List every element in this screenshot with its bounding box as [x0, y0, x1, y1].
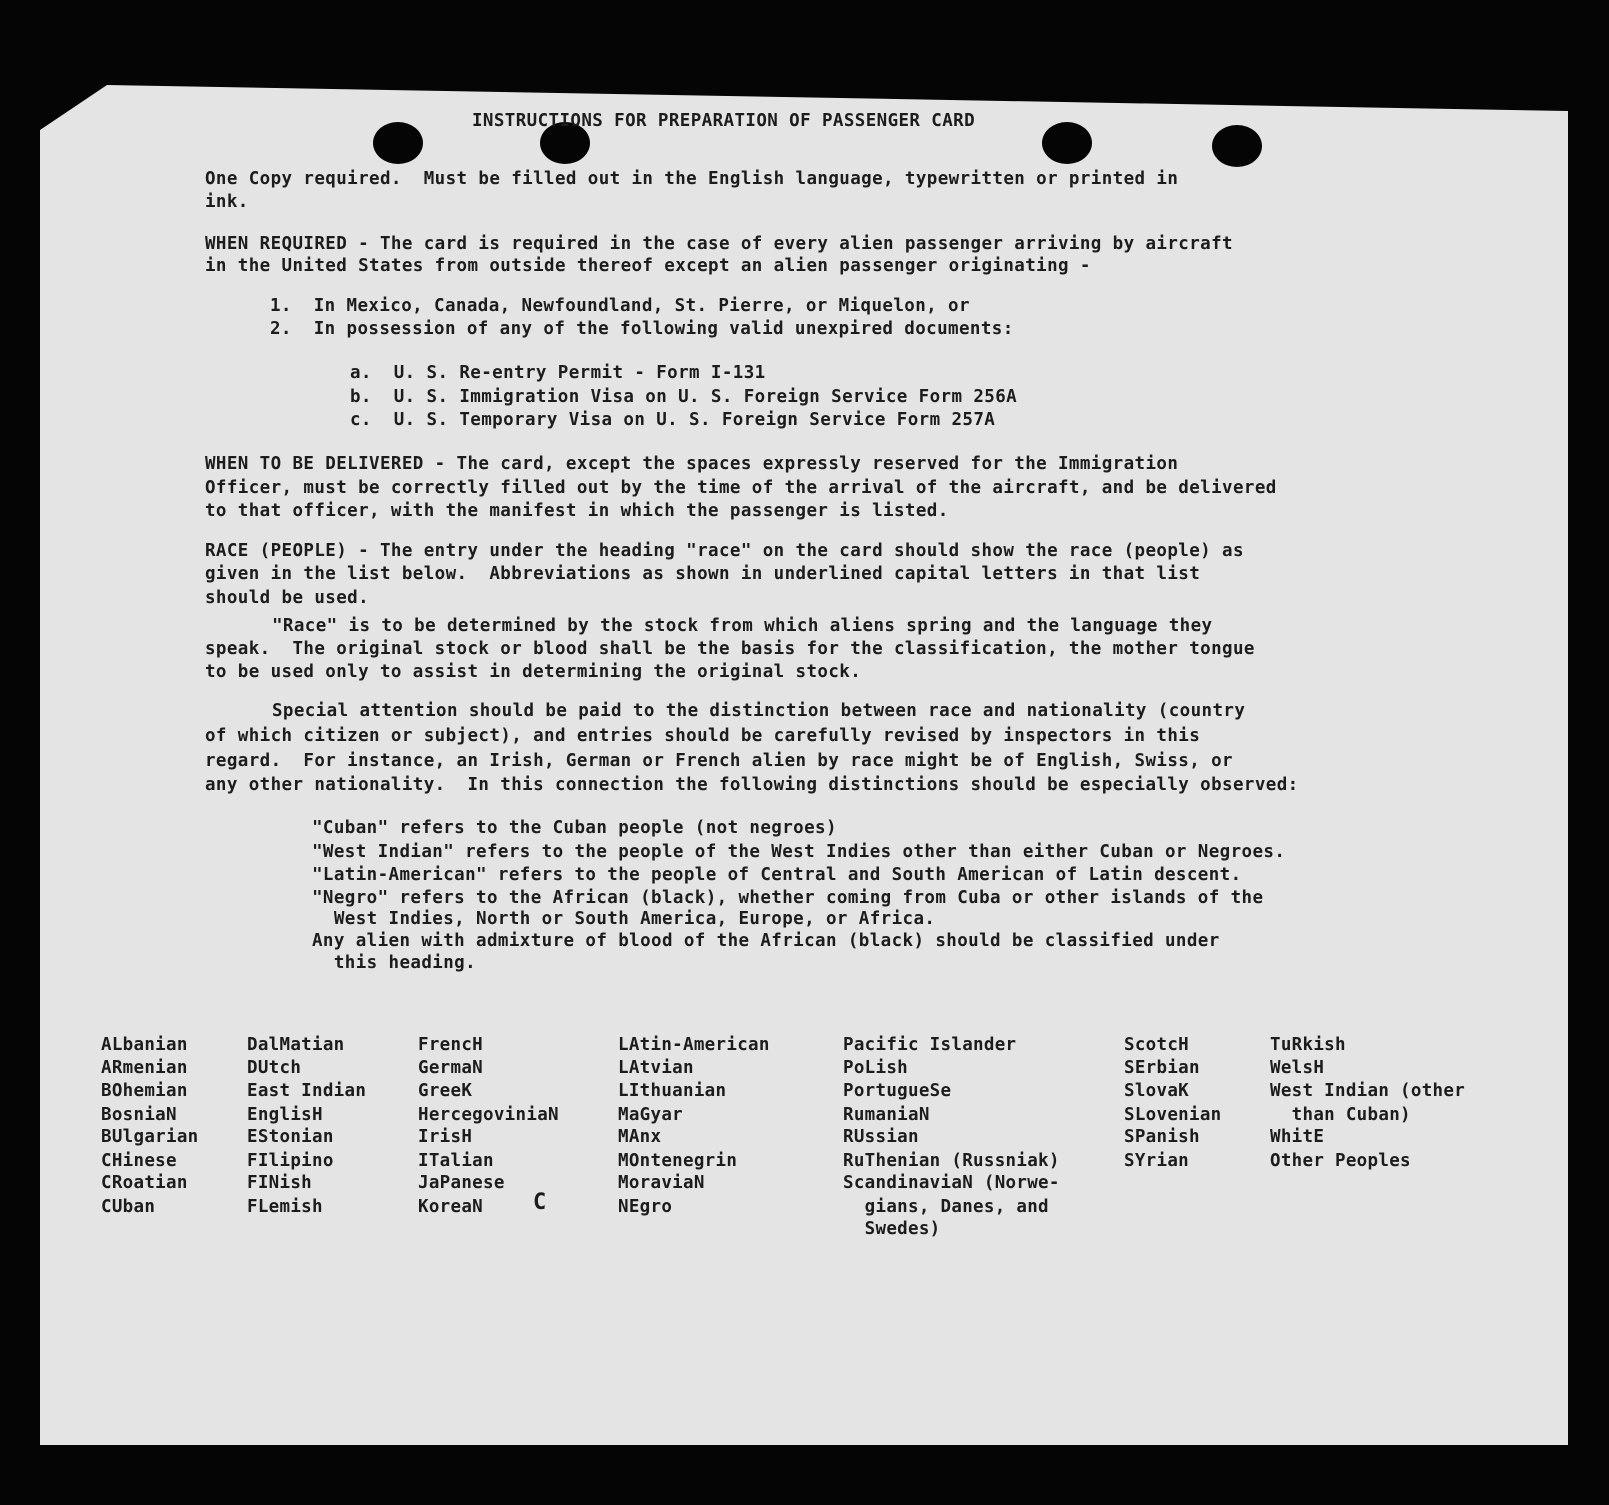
- race-entry: DUtch: [247, 1058, 302, 1078]
- race-entry: CUban: [101, 1197, 156, 1217]
- race-entry: Pacific Islander: [843, 1035, 1017, 1055]
- race-entry: than Cuban): [1270, 1105, 1411, 1125]
- race-entry: LIthuanian: [618, 1081, 727, 1101]
- race-entry: FrencH: [418, 1035, 484, 1055]
- race-entry: BOhemian: [101, 1081, 188, 1101]
- race-entry: WhitE: [1270, 1127, 1325, 1147]
- when-required-line: in the United States from outside thereof except an alien passenger originating -: [205, 256, 1091, 276]
- race-entry: PortugueSe: [843, 1081, 952, 1101]
- race-entry: EnglisH: [247, 1105, 323, 1125]
- race-definition-line: to be used only to assist in determining the original stock.: [205, 662, 862, 682]
- race-entry: JaPanese: [418, 1173, 505, 1193]
- race-entry: SlovaK: [1124, 1081, 1190, 1101]
- race-entry: CRoatian: [101, 1173, 188, 1193]
- race-entry: BUlgarian: [101, 1127, 199, 1147]
- race-entry: IrisH: [418, 1127, 473, 1147]
- race-entry: PoLish: [843, 1058, 909, 1078]
- when-required-line: WHEN REQUIRED - The card is required in the case of every alien passenger arriving by aircraft: [205, 234, 1233, 254]
- origin-item: 2. In possession of any of the following valid unexpired documents:: [270, 319, 1014, 339]
- race-entry: FINish: [247, 1173, 313, 1193]
- race-entry: EStonian: [247, 1127, 334, 1147]
- ink-mark: C: [533, 1190, 547, 1215]
- race-entry: GreeK: [418, 1081, 473, 1101]
- distinction-line: this heading.: [312, 953, 477, 973]
- race-entry: CHinese: [101, 1151, 177, 1171]
- race-people-line: should be used.: [205, 588, 370, 608]
- race-entry: RumaniaN: [843, 1105, 930, 1125]
- race-people-line: RACE (PEOPLE) - The entry under the heading "race" on the card should show the race (people) as: [205, 541, 1244, 561]
- race-entry: LAtin-American: [618, 1035, 770, 1055]
- origin-item: 1. In Mexico, Canada, Newfoundland, St. Pierre, or Miquelon, or: [270, 296, 970, 316]
- punch-hole: [1042, 122, 1092, 164]
- race-entry: GermaN: [418, 1058, 484, 1078]
- race-entry: ARmenian: [101, 1058, 188, 1078]
- special-attention-line: any other nationality. In this connection the following distinctions should be especially observed:: [205, 775, 1299, 795]
- race-entry: WelsH: [1270, 1058, 1325, 1078]
- document-item: b. U. S. Immigration Visa on U. S. Foreign Service Form 256A: [350, 387, 1018, 407]
- race-entry: KoreaN: [418, 1197, 484, 1217]
- race-entry: MAnx: [618, 1127, 662, 1147]
- special-attention-line: Special attention should be paid to the distinction between race and nationality (country: [272, 701, 1246, 721]
- race-entry: FIlipino: [247, 1151, 334, 1171]
- race-definition-line: speak. The original stock or blood shall be the basis for the classification, the mother tongue: [205, 639, 1255, 659]
- race-entry: gians, Danes, and: [843, 1197, 1049, 1217]
- document-item: a. U. S. Re-entry Permit - Form I-131: [350, 363, 766, 383]
- race-entry: ScotcH: [1124, 1035, 1190, 1055]
- race-entry: RuThenian (Russniak): [843, 1151, 1060, 1171]
- race-entry: RUssian: [843, 1127, 919, 1147]
- race-entry: HercegoviniaN: [418, 1105, 559, 1125]
- race-entry: MOntenegrin: [618, 1151, 738, 1171]
- special-attention-line: regard. For instance, an Irish, German or French alien by race might be of English, Swiss, or: [205, 751, 1233, 771]
- race-entry: West Indian (other: [1270, 1081, 1466, 1101]
- distinction-line: "West Indian" refers to the people of the West Indies other than either Cuban or Negroes.: [312, 842, 1286, 862]
- race-people-line: given in the list below. Abbreviations as shown in underlined capital letters in that list: [205, 564, 1201, 584]
- race-entry: East Indian: [247, 1081, 367, 1101]
- race-entry: BosniaN: [101, 1105, 177, 1125]
- document-item: c. U. S. Temporary Visa on U. S. Foreign Service Form 257A: [350, 410, 996, 430]
- distinction-line: Any alien with admixture of blood of the African (black) should be classified under: [312, 931, 1220, 951]
- race-entry: LAtvian: [618, 1058, 694, 1078]
- race-entry: Other Peoples: [1270, 1151, 1411, 1171]
- race-entry: ALbanian: [101, 1035, 188, 1055]
- distinction-line: West Indies, North or South America, Europe, or Africa.: [312, 909, 936, 929]
- distinction-line: "Latin-American" refers to the people of Central and South American of Latin descent.: [312, 865, 1242, 885]
- intro-line: ink.: [205, 192, 249, 212]
- race-entry: SErbian: [1124, 1058, 1200, 1078]
- document-title: INSTRUCTIONS FOR PREPARATION OF PASSENGER CARD: [472, 111, 976, 131]
- when-delivered-line: WHEN TO BE DELIVERED - The card, except the spaces expressly reserved for the Immigration: [205, 454, 1179, 474]
- race-definition-line: "Race" is to be determined by the stock from which aliens spring and the language they: [272, 616, 1213, 636]
- race-entry: TuRkish: [1270, 1035, 1346, 1055]
- special-attention-line: of which citizen or subject), and entries should be carefully revised by inspectors in this: [205, 726, 1201, 746]
- race-entry: NEgro: [618, 1197, 673, 1217]
- race-entry: MaGyar: [618, 1105, 684, 1125]
- distinction-line: "Negro" refers to the African (black), whether coming from Cuba or other islands of the: [312, 888, 1264, 908]
- when-delivered-line: Officer, must be correctly filled out by the time of the arrival of the aircraft, and be delivered: [205, 478, 1277, 498]
- race-entry: ITalian: [418, 1151, 494, 1171]
- distinction-line: "Cuban" refers to the Cuban people (not negroes): [312, 818, 837, 838]
- race-entry: SLovenian: [1124, 1105, 1222, 1125]
- intro-line: One Copy required. Must be filled out in the English language, typewritten or printed in: [205, 169, 1179, 189]
- punch-hole: [1212, 125, 1262, 167]
- when-delivered-line: to that officer, with the manifest in which the passenger is listed.: [205, 501, 949, 521]
- race-entry: Swedes): [843, 1219, 941, 1239]
- race-entry: FLemish: [247, 1197, 323, 1217]
- race-entry: MoraviaN: [618, 1173, 705, 1193]
- race-entry: DalMatian: [247, 1035, 345, 1055]
- race-entry: ScandinaviaN (Norwe-: [843, 1173, 1060, 1193]
- punch-hole: [373, 122, 423, 164]
- race-entry: SPanish: [1124, 1127, 1200, 1147]
- race-entry: SYrian: [1124, 1151, 1190, 1171]
